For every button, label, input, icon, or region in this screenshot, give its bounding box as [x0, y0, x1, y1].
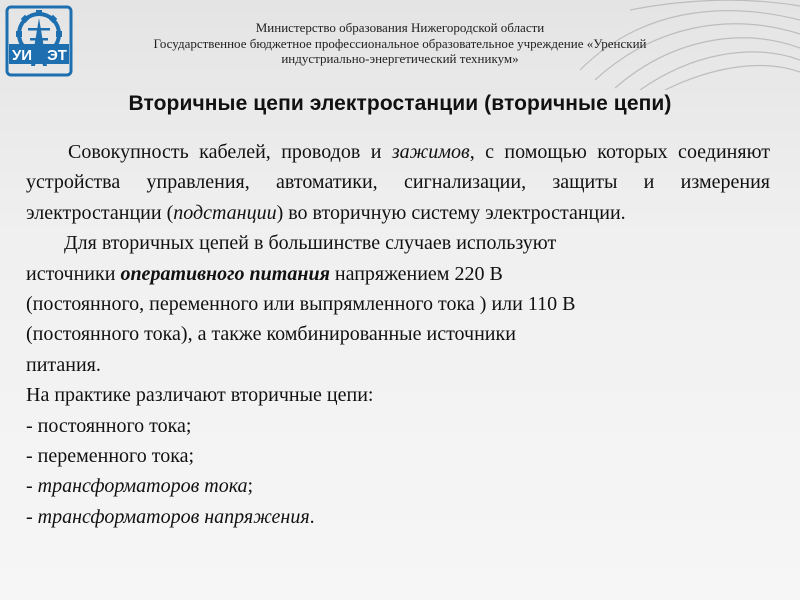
- definition-term-clamps: зажимов: [391, 141, 470, 163]
- power-line-2-post: напряжением 220 В: [329, 262, 503, 285]
- slide-title: Вторичные цепи электростанции (вторичные цепи): [128, 92, 672, 115]
- list-item-current-transformers: [26, 471, 770, 501]
- institution-header: [120, 20, 680, 67]
- definition-paragraph: [26, 137, 770, 228]
- header-line-3: индустриально-энергетический техникум»: [281, 51, 519, 66]
- power-paragraph-line-4: (постоянного тока), а также комбинированные источники: [26, 323, 516, 346]
- logo-text-right: ЭТ: [47, 47, 67, 64]
- definition-term-substation: подстанции: [173, 201, 277, 224]
- list-term-current-transformers: трансформаторов тока: [37, 475, 248, 498]
- power-paragraph-line-2: [26, 259, 770, 289]
- list-intro: На практике различают вторичные цепи:: [26, 384, 374, 407]
- power-line-2-pre: источники: [26, 262, 121, 285]
- definition-text-1: Совокупность кабелей, проводов и: [68, 141, 392, 163]
- power-term-operative: оперативного питания: [120, 262, 330, 285]
- logo-text-left: УИ: [11, 47, 33, 64]
- header-line-1: Министерство образования Нижегородской области: [255, 20, 545, 35]
- definition-text-3: ) во вторичную систему электростанции.: [276, 201, 626, 224]
- power-paragraph-line-5: питания.: [26, 353, 101, 376]
- list-item-dc: - постоянного тока;: [26, 414, 192, 437]
- list-item-4-dash: -: [26, 505, 38, 528]
- list-item-voltage-transformers: [26, 502, 770, 532]
- definition-text-2: , с помощью которых соединяют устройства управления, автоматики, сигнализации, защиты и измерения электростанции (: [26, 141, 770, 224]
- list-item-3-end: ;: [247, 475, 254, 498]
- power-paragraph-line-1: Для вторичных цепей в большинстве случаев используют: [64, 232, 557, 255]
- list-item-4-end: .: [309, 505, 315, 528]
- list-item-3-dash: -: [26, 475, 38, 498]
- college-logo: [4, 4, 74, 78]
- power-paragraph-line-3: (постоянного, переменного или выпрямленного тока ) или 110 В: [26, 293, 576, 316]
- list-term-voltage-transformers: трансформаторов напряжения: [37, 505, 310, 528]
- slide-body: [26, 137, 770, 532]
- header-line-2: Государственное бюджетное профессиональное образовательное учреждение «Уренский: [153, 35, 647, 51]
- list-item-ac: - переменного тока;: [26, 445, 195, 468]
